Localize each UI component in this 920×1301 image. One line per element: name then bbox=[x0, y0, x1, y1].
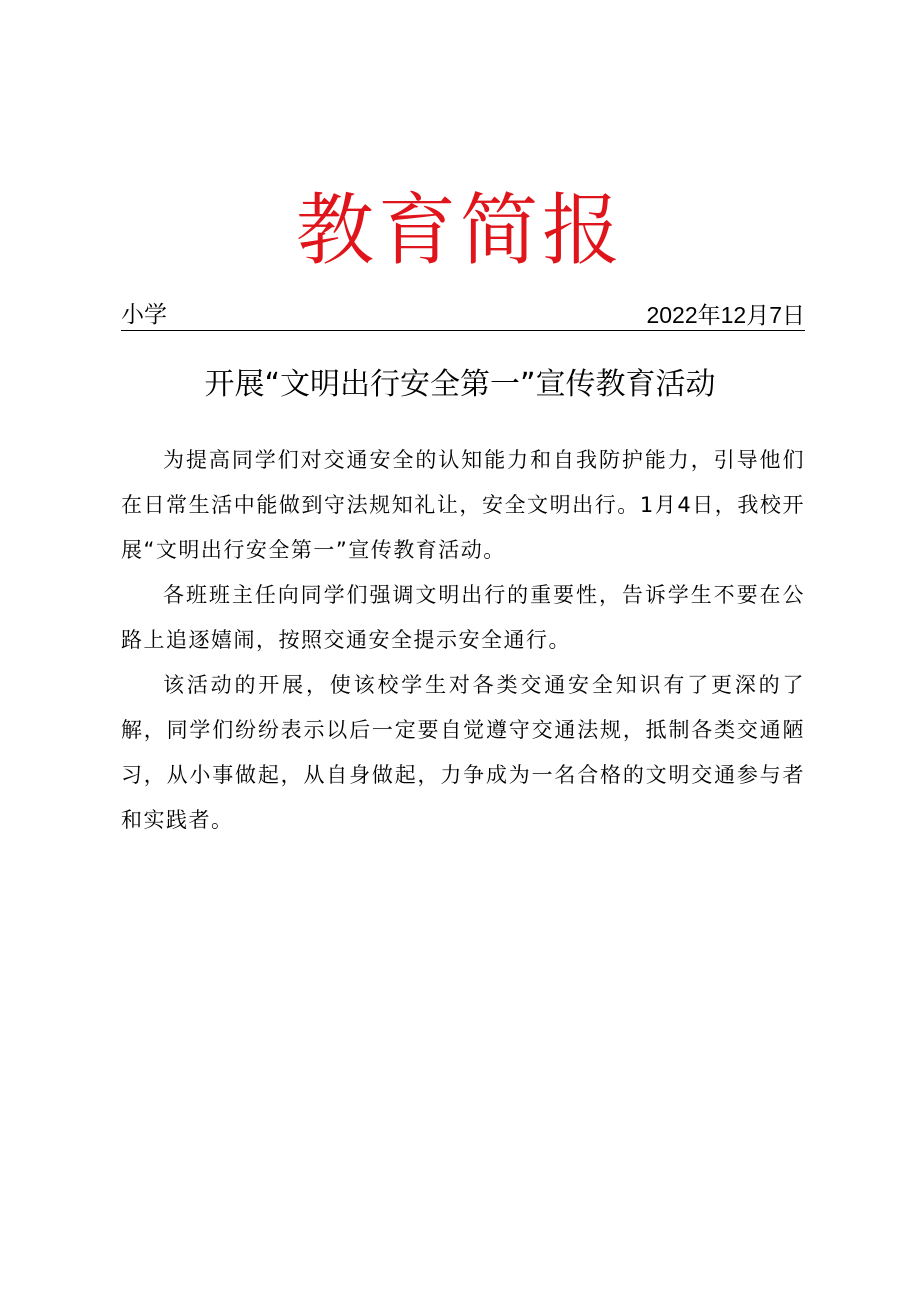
article-paragraph: 该活动的开展，使该校学生对各类交通安全知识有了更深的了解，同学们纷纷表示以后一定要自觉遵守交通法规，抵制各类交通陋习，从小事做起，从自身做起，力争成为一名合格的文明交通参与者和实践者。 bbox=[121, 673, 805, 832]
issue-info-line bbox=[121, 300, 805, 331]
school-name: 小学 bbox=[121, 302, 167, 328]
issue-date: 2022年12月7日 bbox=[646, 302, 805, 328]
article-paragraph: 为提高同学们对交通安全的认知能力和自我防护能力，引导他们在日常生活中能做到守法规知礼让，安全文明出行。1月4日，我校开展“文明出行安全第一”宣传教育活动。 bbox=[121, 448, 805, 562]
article-headline: 开展“文明出行安全第一”宣传教育活动 bbox=[204, 367, 716, 402]
article-paragraph: 各班班主任向同学们强调文明出行的重要性，告诉学生不要在公路上追逐嬉闹，按照交通安全提示安全通行。 bbox=[121, 583, 805, 652]
masthead-title: 教育简报 bbox=[295, 186, 624, 276]
article-body bbox=[121, 438, 805, 843]
